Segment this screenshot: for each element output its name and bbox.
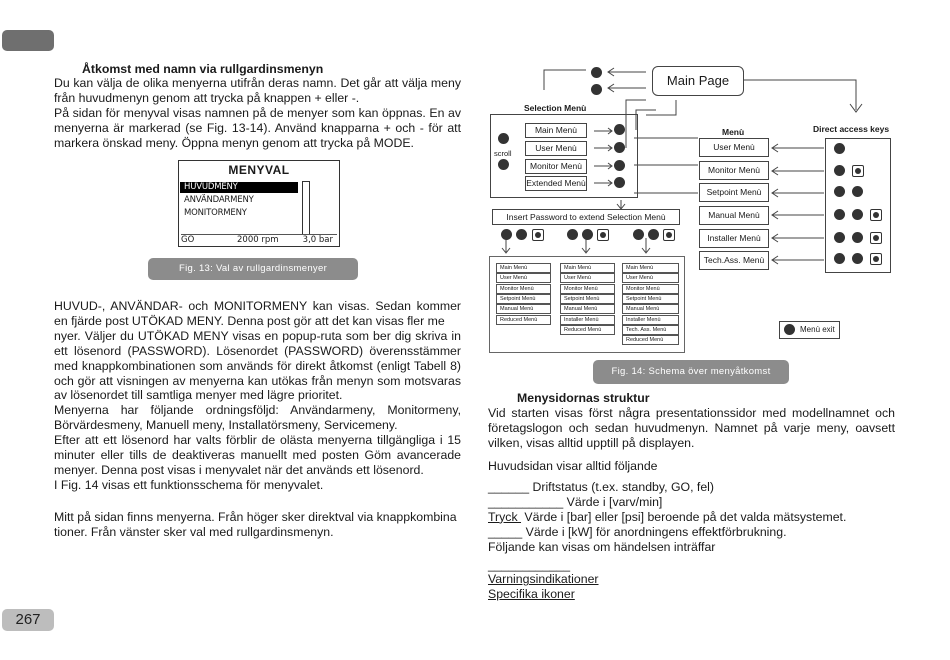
text-line: vilken, visas alltid upptill på displayen. [488, 435, 695, 450]
text-line: Mitt på sidan finns menyerna. Från höger sker direktval via knappkombina [54, 510, 457, 524]
key-icon [834, 253, 845, 264]
selection-menu-label: Selection Menù [524, 103, 587, 113]
separator-line: ____________ [488, 557, 571, 572]
key-icon [852, 186, 863, 197]
mini-menu-item: Manual Menù [560, 304, 615, 314]
menu-exit-label: Menù exit [800, 325, 835, 334]
display-scrollbar [302, 181, 310, 235]
mode-button-icon [614, 124, 625, 135]
key-icon [852, 209, 863, 220]
link-icons[interactable]: Specifika ikoner [488, 587, 575, 602]
list-text: Driftstatus (t.ex. standby, GO, fel) [529, 480, 715, 494]
paragraph-1 [54, 76, 461, 151]
text-line: med knappkombinationen som används för direkt åtkomst (enligt Tabell 8) [54, 358, 461, 373]
key-icon [582, 229, 593, 240]
set-button-icon [591, 84, 602, 95]
menu-manual: Manual Menù [699, 206, 769, 225]
key-icon [870, 232, 882, 244]
text-line: Efter att ett lösenord har valts förblir de olästa menyerna tillgängliga i 15 [54, 433, 461, 448]
main-page-box: Main Page [652, 66, 744, 96]
paragraph-4 [488, 406, 895, 451]
mini-menu-item: Setpoint Menù [560, 294, 615, 304]
key-icon [834, 165, 845, 176]
text-line: en fjärde post UTÖKAD MENY. Denna post gör att det kan visas fler me [54, 313, 445, 328]
display-status-bar [181, 234, 337, 245]
text-line: markera önskad meny. Öppna menyn genom att trycka på MODE. [54, 135, 414, 150]
text-line: På sidan för menyval visas namnen på de menyer som kan öppnas. En av [54, 105, 461, 120]
mode-button-icon [614, 160, 625, 171]
heading-access-by-name: Åtkomst med namn via rullgardinsmenyn [82, 62, 324, 76]
list-blank: _____ [488, 524, 523, 539]
mini-menu-item: Main Menù [560, 263, 615, 273]
display-item: ANVÄNDARMENY [184, 195, 254, 205]
mini-menu-item: Setpoint Menù [496, 294, 551, 304]
key-icon [567, 229, 578, 240]
password-box: Insert Password to extend Selection Menù [492, 209, 680, 225]
sel-item-main: Main Menù [525, 123, 587, 138]
list-blank: ___________ [488, 494, 564, 509]
text-line: Du kan välja de olika menyerna utifrån deras namn. Det går att välja meny [54, 76, 461, 90]
pressure-text: 3,0 bar [302, 235, 333, 245]
text-line: ett lösenord (PASSWORD). Lösenordet (PASSWORD) överensstämmer [54, 343, 461, 358]
list-item [488, 510, 846, 525]
sel-item-user: User Menù [525, 141, 587, 156]
list-item [488, 480, 846, 495]
key-icon [633, 229, 644, 240]
mini-menu-item: Monitor Menù [560, 284, 615, 294]
display-item: MONITORMENY [184, 208, 247, 218]
direct-keys-frame [825, 138, 891, 273]
key-icon [852, 165, 864, 177]
mini-menu-item: Installer Menù [622, 315, 679, 325]
key-icon [834, 143, 845, 154]
direct-keys-label: Direct access keys [813, 124, 890, 134]
key-icon [516, 229, 527, 240]
text-line: och gör att visningen av menyerna kan utökas från menyn som motsvaras [54, 373, 461, 388]
fig14-caption: Fig. 14: Schema över menyåtkomst [593, 360, 789, 384]
text-line: menyer. Denna post visas i menyvalet när det används ett lösenord. [54, 462, 424, 477]
mini-menu-item: Reduced Menù [496, 315, 551, 325]
mini-menu-item: User Menù [496, 273, 551, 283]
mini-menu-item: Main Menù [496, 263, 551, 273]
paragraph-2 [54, 299, 461, 493]
key-icon [834, 209, 845, 220]
menu-installer: Installer Menù [699, 229, 769, 248]
text-line: Börvärdesmeny, Manuell meny, Installatörsmeny, Servicemeny. [54, 418, 398, 433]
mini-menu-item: Reduced Menù [560, 325, 615, 335]
list-blank: Tryck [488, 509, 522, 524]
menu-tech-ass: Tech.Ass. Menù [699, 251, 769, 270]
list-text: Värde i [kW] för anordningens effektförbrukning. [522, 524, 787, 539]
text-line: I Fig. 14 visas ett funktionsschema för menyvalet. [54, 477, 324, 492]
menu-label: Menù [722, 127, 745, 137]
mode-button-icon [614, 142, 625, 153]
mini-menu-item: Monitor Menù [496, 284, 551, 294]
fig13-caption: Fig. 13: Val av rullgardinsmenyer [148, 258, 358, 280]
mini-menu-item: Manual Menù [622, 304, 679, 314]
page-number: 267 [2, 609, 54, 631]
key-icon [648, 229, 659, 240]
menu-exit-box [779, 321, 840, 339]
paragraph-3 [54, 510, 461, 540]
chapter-tab [2, 30, 54, 51]
mode-button-icon [591, 67, 602, 78]
menu-user: User Menù [699, 138, 769, 157]
text-line: minuter eller tills de deaktiveras manuellt med posten Göm avancerade [54, 448, 461, 463]
key-icon [852, 253, 863, 264]
text-line: menyerna är markerad (se Fig. 13-14). Använd knapparna + och - för att [54, 120, 461, 135]
text-line: från huvudmenyn genom att trycka på knappen + eller -. [54, 90, 360, 105]
mini-menu-item: Main Menù [622, 263, 679, 273]
mini-menu-item: Installer Menù [560, 315, 615, 325]
speed-text: 2000 rpm [237, 235, 279, 245]
menu-monitor: Monitor Menù [699, 161, 769, 180]
key-icon [663, 229, 675, 241]
list-text: Värde i [bar] eller [psi] beroende på det valda mätsystemet. [521, 509, 847, 524]
menus-column [699, 138, 769, 270]
sel-item-monitor: Monitor Menù [525, 159, 587, 174]
mini-menu-item: User Menù [622, 273, 679, 283]
mini-menu-item: Setpoint Menù [622, 294, 679, 304]
mini-menu-item: Tech. Ass. Menù [622, 325, 679, 335]
text-line: av lösenordet till samtliga menyer med lägre prioritet. [54, 388, 343, 403]
heading-menu-structure: Menysidornas struktur [517, 391, 650, 405]
key-icon [597, 229, 609, 241]
list-text: Värde i [varv/min] [563, 494, 663, 509]
text-line: nyer. Väljer du UTÖKAD MENY visas en popup-ruta som ber dig skriva in [54, 328, 461, 343]
mini-menu-item: Manual Menù [496, 304, 551, 314]
paragraph-5: Huvudsidan visar alltid följande [488, 459, 658, 473]
text-line: Menyerna har följande ordningsföljd: Användarmeny, Monitormeny, [54, 403, 461, 418]
key-icon [501, 229, 512, 240]
sel-item-extended: Extended Menù [525, 176, 587, 191]
set-button-icon [784, 324, 795, 335]
main-page-list [488, 480, 846, 602]
key-icon [834, 232, 845, 243]
up-button-icon [498, 133, 509, 144]
list-item [488, 525, 846, 540]
mode-button-icon [614, 177, 625, 188]
key-icon [870, 253, 882, 265]
mini-menu-item: User Menù [560, 273, 615, 283]
menu-selection-display [178, 160, 340, 247]
text-line: HUVUD-, ANVÄNDAR- och MONITORMENY kan visas. Sedan kommer [54, 299, 461, 313]
mini-menu-item: Reduced Menù [622, 335, 679, 345]
list-item [488, 495, 846, 510]
text-line: Vid starten visas först några presentationssidor med modellnamnet och [488, 406, 895, 420]
display-title: MENYVAL [228, 163, 290, 177]
text-line: företagslogon och sedan huvudmenyn. Namnet på varje meny, oavsett [488, 420, 895, 435]
key-icon [852, 232, 863, 243]
menu-setpoint: Setpoint Menù [699, 183, 769, 202]
key-icon [834, 186, 845, 197]
selection-menu-frame [490, 114, 638, 198]
status-text: GO [181, 235, 195, 245]
key-icon [870, 209, 882, 221]
down-button-icon [498, 159, 509, 170]
text-line: tioner. Från vänster sker val med rullgardinsmenyn. [54, 524, 334, 539]
display-item-selected: HUVUDMENY [180, 182, 298, 193]
link-warnings[interactable]: Varningsindikationer [488, 572, 599, 587]
key-icon [532, 229, 544, 241]
text-line: Följande kan visas om händelsen inträffar [488, 539, 716, 554]
mini-menu-item: Monitor Menù [622, 284, 679, 294]
scroll-label: scroll [494, 149, 512, 158]
list-blank: ______ [488, 480, 530, 494]
